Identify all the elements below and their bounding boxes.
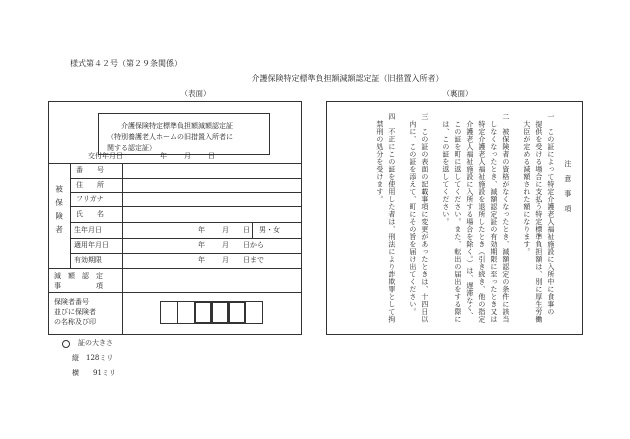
note-line-9: は、この証を返してください。 <box>441 113 450 226</box>
insurer-number-box-4 <box>211 301 229 324</box>
issue-date-day-unit: 日 <box>208 152 215 160</box>
rule-birth <box>70 222 302 223</box>
note-line-3: 大臣が定める減額された額になります。 <box>522 113 531 256</box>
size-note-heading: 証の大きさ <box>78 339 113 347</box>
note-line-1: 一 この証によって特定介護老人福祉施設に入所中に食事の <box>546 113 555 316</box>
sex-column-rule <box>252 222 253 238</box>
issue-date-label: 交付年月日 <box>88 152 123 160</box>
issue-date-month-unit: 月 <box>184 152 191 160</box>
issue-date-year-unit: 年 <box>160 152 167 160</box>
cert-title-box <box>98 113 270 155</box>
row-label-applicable-date: 適用年月日 <box>74 241 109 249</box>
insurer-number-box-6 <box>245 301 263 324</box>
note-line-8: この証を町に返してください。また、転出の届出をする際に <box>453 113 462 323</box>
insured-column-rule <box>70 163 71 268</box>
cert-title-line-1: 介護保険特定標準負担額減額認定証 <box>121 122 233 130</box>
size-note-height: 縦 128ミリ <box>72 354 114 362</box>
insurer-number-box-3 <box>194 301 212 324</box>
reduction-label-line-1: 減 額 認 定 <box>54 272 103 280</box>
note-line-11: 内に、この証を添えて、町にその旨を届け出てください。 <box>408 113 417 316</box>
row-label-furigana: フリガナ <box>76 195 104 203</box>
insurer-label-line-2: 並びに保険者 <box>54 308 96 316</box>
reduction-label-line-2: 事 項 <box>54 282 103 290</box>
sex-options: 男・女 <box>259 226 280 234</box>
insured-label: 被保険者 <box>54 185 64 239</box>
front-side-label: （表面） <box>180 89 211 98</box>
rule-expiry <box>70 253 302 254</box>
document-title: 介護保険特定標準負担額減額認定証（旧措置入所者） <box>251 74 444 83</box>
note-line-7: 介護老人福祉施設に入所する場合を除く。）は、遅滞なく、 <box>465 113 474 320</box>
back-side-label: （裏面） <box>442 89 473 98</box>
note-line-10: 三 この証の表面の記載事項に変更があったときは、十四日以 <box>420 113 429 323</box>
notes-heading: 注 意 事 項 <box>563 160 572 213</box>
birth-day-unit: 日 <box>243 226 250 234</box>
row-label-expiry: 有効期限 <box>74 256 102 264</box>
rule-address <box>70 178 302 179</box>
birth-month-unit: 月 <box>222 226 229 234</box>
note-line-13: 禁刑の処分を受けます。 <box>375 113 384 203</box>
rule-applicable <box>70 238 302 239</box>
cert-title-line-2: （特別養護老人ホームの旧措置入所者に <box>107 133 233 141</box>
insurer-label-line-1: 保険者番号 <box>54 298 89 306</box>
note-line-2: 提供を受ける場合に支払う特定標準負担額は、別に厚生労働 <box>534 113 543 323</box>
insurer-number-box-1 <box>160 301 178 324</box>
row-label-birth: 生年月日 <box>74 226 102 234</box>
expiry-day-unit: 日まで <box>243 256 264 264</box>
insurer-label-line-3: の名称及び印 <box>54 318 96 326</box>
note-line-12: 四 不正にこの証を使用した者は、刑法により詐欺罪として拘 <box>387 113 396 323</box>
row-label-name: 氏 名 <box>76 210 104 218</box>
rule-furigana <box>70 192 302 193</box>
rule-name <box>70 206 302 207</box>
rule-insurer <box>48 292 302 293</box>
note-line-6: 特定介護老人福祉施設を退所したとき（引き続き、他の指定 <box>477 113 486 323</box>
form-number: 様式第４２号（第２９条関係） <box>70 59 182 68</box>
expiry-month-unit: 月 <box>222 256 229 264</box>
note-line-5: しなくなったとき、減額認定証の有効期限に至ったとき又は <box>489 113 498 323</box>
row-label-number: 番 号 <box>76 166 104 174</box>
insurer-number-box-2 <box>177 301 195 324</box>
insurer-number-box-5 <box>228 301 246 324</box>
row-label-address: 住 所 <box>76 181 104 189</box>
cert-title-line-3: 関する認定証） <box>107 144 156 152</box>
size-note-bullet-icon <box>62 340 70 348</box>
expiry-year-unit: 年 <box>198 256 205 264</box>
rule-reduction <box>48 268 302 269</box>
applicable-month-unit: 月 <box>222 241 229 249</box>
table-top-rule <box>48 163 302 164</box>
label-column-rule <box>122 163 123 335</box>
applicable-year-unit: 年 <box>198 241 205 249</box>
size-note-width: 横 91ミリ <box>72 369 116 377</box>
note-line-4: 二 被保険者の資格がなくなったとき、減額認定の条件に該当 <box>501 113 510 323</box>
birth-year-unit: 年 <box>198 226 205 234</box>
applicable-day-unit: 日から <box>243 241 264 249</box>
